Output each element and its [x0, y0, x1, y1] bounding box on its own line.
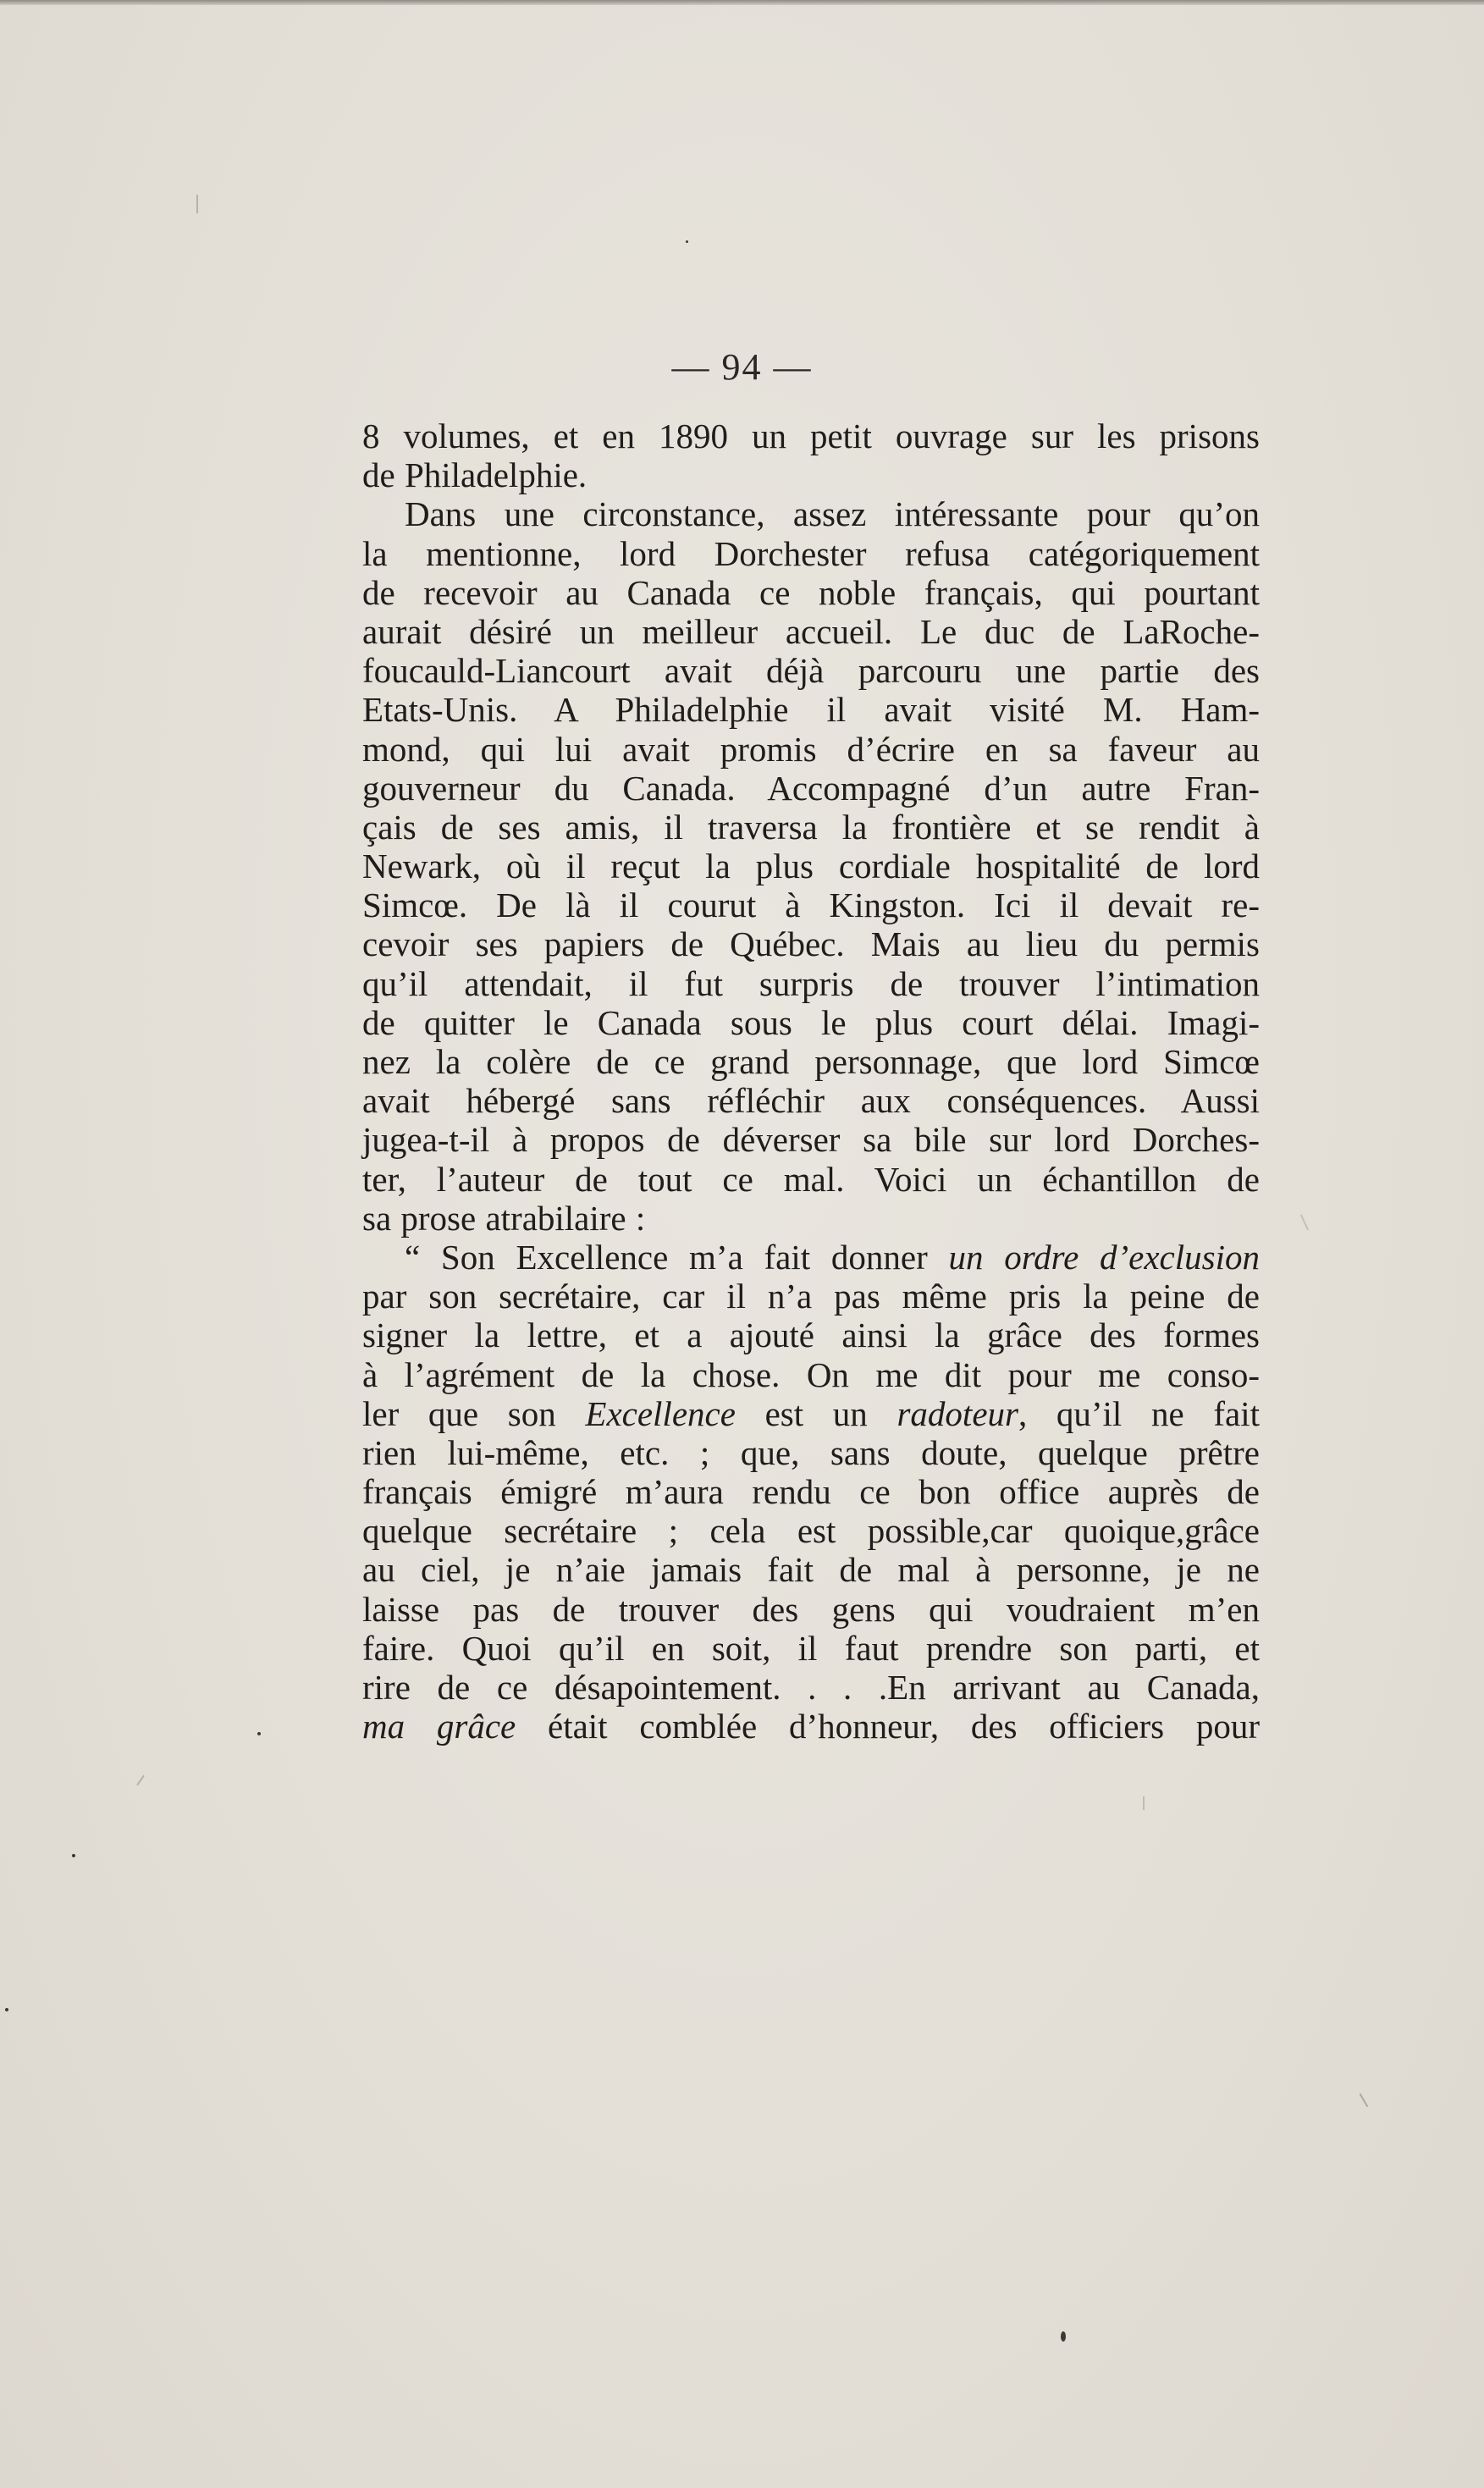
paper-scratch	[196, 195, 198, 213]
italic-fragment: ma grâce	[362, 1707, 516, 1746]
text-line	[362, 1081, 1260, 1120]
paper-scratch	[136, 1775, 145, 1786]
text-fragment: Simcœ. De là il courut à Kingston. Ici il devait re-	[362, 885, 1260, 925]
paper-scratch	[1300, 1215, 1309, 1231]
page-number: — 94 —	[671, 346, 813, 388]
text-fragment: sa prose atrabilaire :	[362, 1198, 646, 1238]
text-line	[362, 769, 1260, 808]
text-fragment: mond, qui lui avait promis d’écrire en sa faveur au	[362, 729, 1260, 769]
text-line	[362, 494, 1260, 533]
italic-fragment: un ordre d’exclusion	[948, 1237, 1260, 1277]
text-fragment: jugea-t-il à propos de déverser sa bile sur lord Dorches-	[362, 1120, 1260, 1160]
text-fragment: 8 volumes, et en 1890 un petit ouvrage sur les prisons	[362, 417, 1260, 455]
text-fragment: aurait désiré un meilleur accueil. Le duc de LaRoche-	[362, 611, 1260, 651]
text-fragment: qu’il attendait, il fut surpris de trouver l’intimation	[362, 963, 1260, 1003]
text-fragment: au ciel, je n’aie jamais fait de mal à personne, je ne	[362, 1550, 1260, 1590]
text-fragment: Dans une circonstance, assez intéressante pour qu’on	[405, 494, 1260, 534]
text-line	[362, 1668, 1260, 1707]
italic-fragment: Excellence	[585, 1393, 736, 1433]
italic-fragment: radoteur	[896, 1393, 1018, 1433]
text-line	[362, 612, 1260, 651]
text-fragment: faire. Quoi qu’il en soit, il faut prendre son parti, et	[362, 1628, 1260, 1668]
text-line	[362, 1590, 1260, 1629]
text-line	[362, 1472, 1260, 1511]
text-fragment: , qu’il ne fait	[1018, 1393, 1260, 1433]
text-fragment: çais de ses amis, il traversa la frontière et se rendit à	[362, 807, 1260, 847]
text-fragment: cevoir ses papiers de Québec. Mais au lieu du permis	[362, 924, 1260, 964]
text-line	[362, 885, 1260, 924]
text-fragment: français émigré m’aura rendu ce bon office auprès de	[362, 1472, 1260, 1512]
text-fragment: la mentionne, lord Dorchester refusa catégoriquement	[362, 533, 1260, 573]
text-line	[362, 924, 1260, 963]
body-text	[362, 417, 1260, 1746]
text-fragment: laisse pas de trouver des gens qui voudraient m’en	[362, 1589, 1260, 1629]
text-fragment: quelque secrétaire ; cela est possible,car quoique,grâce	[362, 1511, 1260, 1551]
page-edge	[0, 0, 1484, 5]
text-line	[362, 1160, 1260, 1199]
text-line	[362, 1394, 1260, 1433]
text-line	[362, 1003, 1260, 1042]
text-fragment: par son secrétaire, car il n’a pas même pris la peine de	[362, 1277, 1260, 1316]
paper-speck	[5, 2008, 8, 2011]
text-line	[362, 1120, 1260, 1159]
text-fragment: de Philadelphie.	[362, 455, 588, 495]
paper-speck	[72, 1854, 75, 1857]
text-fragment: est un	[735, 1393, 897, 1433]
text-line	[362, 690, 1260, 729]
text-line	[362, 1629, 1260, 1668]
text-line	[362, 1238, 1260, 1277]
text-fragment: nez la colère de ce grand personnage, que lord Simcœ	[362, 1042, 1260, 1081]
text-fragment: “ Son Excellence m’a fait donner	[405, 1237, 949, 1277]
text-fragment: avait hébergé sans réfléchir aux conséquences. Aussi	[362, 1081, 1260, 1121]
text-fragment: Etats-Unis. A Philadelphie il avait visité M. Ham-	[362, 690, 1260, 730]
text-line	[362, 964, 1260, 1003]
paper-speck	[1061, 2331, 1066, 2342]
text-line	[362, 1042, 1260, 1081]
text-fragment: de quitter le Canada sous le plus court délai. Imagi-	[362, 1002, 1260, 1042]
text-line	[362, 1316, 1260, 1354]
text-line	[362, 1707, 1260, 1746]
text-line	[362, 534, 1260, 573]
text-fragment: foucauld-Liancourt avait déjà parcouru une partie des	[362, 651, 1260, 691]
text-line	[362, 1511, 1260, 1550]
text-fragment: ler que son	[362, 1393, 586, 1433]
text-fragment: à l’agrément de la chose. On me dit pour me conso-	[362, 1354, 1260, 1394]
text-line	[362, 1355, 1260, 1394]
text-line	[362, 417, 1260, 455]
text-line	[362, 808, 1260, 847]
text-fragment: signer la lettre, et a ajouté ainsi la grâce des formes	[362, 1316, 1260, 1355]
text-line	[362, 847, 1260, 885]
text-line	[362, 730, 1260, 769]
text-line	[362, 1550, 1260, 1589]
text-line	[362, 455, 1260, 494]
paper-speck	[257, 1732, 261, 1735]
paper-speck	[686, 240, 688, 243]
text-line	[362, 1433, 1260, 1472]
text-line	[362, 1277, 1260, 1316]
text-fragment: gouverneur du Canada. Accompagné d’un autre Fran-	[362, 768, 1260, 808]
text-line	[362, 573, 1260, 612]
text-fragment: rire de ce désapointement. . . .En arrivant au Canada,	[362, 1668, 1260, 1707]
paper-scratch	[1360, 2094, 1369, 2108]
text-fragment: de recevoir au Canada ce noble français, qui pourtant	[362, 572, 1260, 612]
text-fragment: Newark, où il reçut la plus cordiale hospitalité de lord	[362, 847, 1260, 886]
text-line	[362, 651, 1260, 690]
paper-scratch	[1143, 1796, 1145, 1810]
text-fragment: ter, l’auteur de tout ce mal. Voici un échantillon de	[362, 1159, 1260, 1199]
text-line	[362, 1199, 1260, 1238]
text-fragment: était comblée d’honneur, des officiers pour	[516, 1707, 1261, 1746]
text-fragment: rien lui-même, etc. ; que, sans doute, quelque prêtre	[362, 1432, 1260, 1472]
